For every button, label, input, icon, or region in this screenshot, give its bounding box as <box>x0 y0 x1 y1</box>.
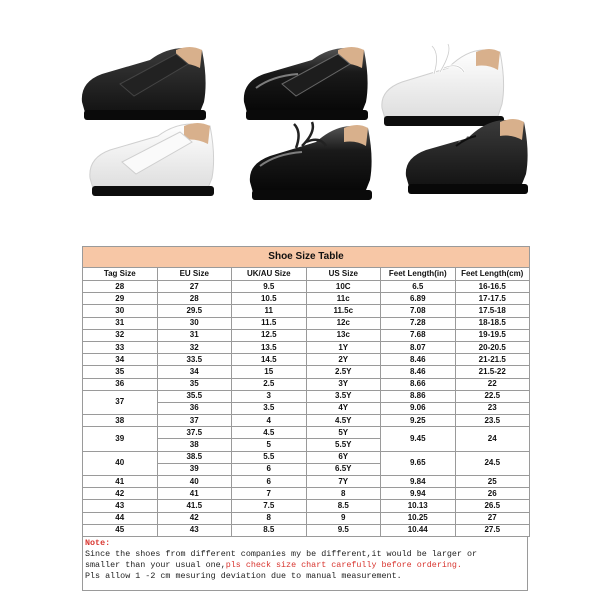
table-row <box>83 317 530 329</box>
feet-length-cm-cell: 22.5 <box>455 390 530 402</box>
table-row <box>83 293 530 305</box>
us-size-cell: 4.5Y <box>306 415 381 427</box>
feet-length-cm-cell: 21.5-22 <box>455 366 530 378</box>
feet-length-in-cell: 10.25 <box>381 512 456 524</box>
tag-size-cell: 41 <box>83 476 158 488</box>
feet-length-in-cell: 10.44 <box>381 524 456 536</box>
table-row <box>83 500 530 512</box>
feet-length-cm-cell: 24 <box>455 427 530 451</box>
feet-length-cm-cell: 17.5-18 <box>455 305 530 317</box>
feet-length-cm-cell: 26 <box>455 488 530 500</box>
uk-au-size-cell: 11 <box>232 305 307 317</box>
black-patent-velcro-shoe <box>244 47 368 120</box>
eu-size-cell: 34 <box>157 366 232 378</box>
us-size-cell: 11c <box>306 293 381 305</box>
header-us-size: US Size <box>306 268 381 281</box>
table-row <box>83 329 530 341</box>
table-header-row <box>83 268 530 281</box>
feet-length-cm-cell: 16-16.5 <box>455 281 530 293</box>
uk-au-size-cell: 14.5 <box>232 354 307 366</box>
us-size-cell: 3Y <box>306 378 381 390</box>
tag-size-cell: 31 <box>83 317 158 329</box>
tag-size-cell: 42 <box>83 488 158 500</box>
uk-au-size-cell: 7.5 <box>232 500 307 512</box>
tag-size-cell: 30 <box>83 305 158 317</box>
us-size-cell: 11.5c <box>306 305 381 317</box>
eu-size-cell: 42 <box>157 512 232 524</box>
eu-size-cell: 28 <box>157 293 232 305</box>
uk-au-size-cell: 13.5 <box>232 341 307 353</box>
table-row <box>83 476 530 488</box>
feet-length-cm-cell: 27 <box>455 512 530 524</box>
eu-size-cell: 38 <box>157 439 232 451</box>
feet-length-cm-cell: 21-21.5 <box>455 354 530 366</box>
feet-length-cm-cell: 23 <box>455 402 530 414</box>
tag-size-cell: 38 <box>83 415 158 427</box>
feet-length-in-cell: 10.13 <box>381 500 456 512</box>
tag-size-cell: 34 <box>83 354 158 366</box>
feet-length-in-cell: 8.46 <box>381 366 456 378</box>
uk-au-size-cell: 4.5 <box>232 427 307 439</box>
eu-size-cell: 31 <box>157 329 232 341</box>
us-size-cell: 8.5 <box>306 500 381 512</box>
us-size-cell: 8 <box>306 488 381 500</box>
us-size-cell: 2Y <box>306 354 381 366</box>
uk-au-size-cell: 4 <box>232 415 307 427</box>
size-note <box>82 537 528 591</box>
uk-au-size-cell: 15 <box>232 366 307 378</box>
eu-size-cell: 27 <box>157 281 232 293</box>
note-line-3: Pls allow 1 -2 cm mesuring deviation due to manual measurement. <box>85 571 402 581</box>
us-size-cell: 3.5Y <box>306 390 381 402</box>
table-row <box>83 512 530 524</box>
uk-au-size-cell: 8 <box>232 512 307 524</box>
black-matte-lace-up-shoe <box>406 119 528 194</box>
table-body <box>83 281 530 537</box>
feet-length-in-cell: 9.25 <box>381 415 456 427</box>
eu-size-cell: 38.5 <box>157 451 232 463</box>
table-row <box>83 366 530 378</box>
feet-length-cm-cell: 18-18.5 <box>455 317 530 329</box>
uk-au-size-cell: 8.5 <box>232 524 307 536</box>
black-matte-velcro-shoe <box>82 47 206 120</box>
uk-au-size-cell: 6 <box>232 476 307 488</box>
feet-length-in-cell: 6.5 <box>381 281 456 293</box>
white-patent-lace-up-shoe <box>382 44 504 126</box>
feet-length-in-cell: 6.89 <box>381 293 456 305</box>
us-size-cell: 7Y <box>306 476 381 488</box>
uk-au-size-cell: 7 <box>232 488 307 500</box>
table-row <box>83 390 530 402</box>
eu-size-cell: 35 <box>157 378 232 390</box>
table-row <box>83 488 530 500</box>
eu-size-cell: 35.5 <box>157 390 232 402</box>
feet-length-cm-cell: 27.5 <box>455 524 530 536</box>
tag-size-cell: 36 <box>83 378 158 390</box>
uk-au-size-cell: 3 <box>232 390 307 402</box>
table-title: Shoe Size Table <box>82 246 530 267</box>
note-title: Note: <box>85 538 111 548</box>
note-line-2-text: smaller than your usual one, <box>85 560 226 570</box>
uk-au-size-cell: 5 <box>232 439 307 451</box>
feet-length-cm-cell: 22 <box>455 378 530 390</box>
feet-length-cm-cell: 23.5 <box>455 415 530 427</box>
us-size-cell: 5Y <box>306 427 381 439</box>
tag-size-cell: 37 <box>83 390 158 414</box>
us-size-cell: 10C <box>306 281 381 293</box>
eu-size-cell: 30 <box>157 317 232 329</box>
us-size-cell: 6.5Y <box>306 463 381 475</box>
feet-length-in-cell: 9.06 <box>381 402 456 414</box>
table-row <box>83 415 530 427</box>
header-tag-size: Tag Size <box>83 268 158 281</box>
tag-size-cell: 44 <box>83 512 158 524</box>
feet-length-in-cell: 9.94 <box>381 488 456 500</box>
uk-au-size-cell: 9.5 <box>232 281 307 293</box>
feet-length-cm-cell: 17-17.5 <box>455 293 530 305</box>
product-photo <box>0 0 612 240</box>
tag-size-cell: 35 <box>83 366 158 378</box>
header-feet-length-cm: Feet Length(cm) <box>455 268 530 281</box>
us-size-cell: 13c <box>306 329 381 341</box>
table-row <box>83 451 530 463</box>
uk-au-size-cell: 10.5 <box>232 293 307 305</box>
eu-size-cell: 40 <box>157 476 232 488</box>
eu-size-cell: 41.5 <box>157 500 232 512</box>
eu-size-cell: 33.5 <box>157 354 232 366</box>
uk-au-size-cell: 5.5 <box>232 451 307 463</box>
table-row <box>83 305 530 317</box>
uk-au-size-cell: 12.5 <box>232 329 307 341</box>
table-row <box>83 378 530 390</box>
uk-au-size-cell: 2.5 <box>232 378 307 390</box>
header-feet-length-in: Feet Length(in) <box>381 268 456 281</box>
eu-size-cell: 39 <box>157 463 232 475</box>
feet-length-cm-cell: 20-20.5 <box>455 341 530 353</box>
feet-length-in-cell: 7.68 <box>381 329 456 341</box>
tag-size-cell: 33 <box>83 341 158 353</box>
feet-length-in-cell: 8.46 <box>381 354 456 366</box>
note-line-2 <box>85 560 525 571</box>
eu-size-cell: 37 <box>157 415 232 427</box>
feet-length-in-cell: 7.08 <box>381 305 456 317</box>
feet-length-cm-cell: 25 <box>455 476 530 488</box>
uk-au-size-cell: 6 <box>232 463 307 475</box>
table-row <box>83 281 530 293</box>
black-patent-lace-up-shoe <box>250 122 372 200</box>
tag-size-cell: 43 <box>83 500 158 512</box>
feet-length-in-cell: 9.45 <box>381 427 456 451</box>
feet-length-cm-cell: 24.5 <box>455 451 530 475</box>
feet-length-in-cell: 9.65 <box>381 451 456 475</box>
us-size-cell: 1Y <box>306 341 381 353</box>
tag-size-cell: 29 <box>83 293 158 305</box>
uk-au-size-cell: 3.5 <box>232 402 307 414</box>
table-row <box>83 524 530 536</box>
table-row <box>83 341 530 353</box>
table-row <box>83 427 530 439</box>
tag-size-cell: 28 <box>83 281 158 293</box>
eu-size-cell: 29.5 <box>157 305 232 317</box>
tag-size-cell: 40 <box>83 451 158 475</box>
shoe-size-table <box>82 246 530 537</box>
us-size-cell: 12c <box>306 317 381 329</box>
tag-size-cell: 39 <box>83 427 158 451</box>
uk-au-size-cell: 11.5 <box>232 317 307 329</box>
feet-length-in-cell: 8.86 <box>381 390 456 402</box>
eu-size-cell: 36 <box>157 402 232 414</box>
eu-size-cell: 37.5 <box>157 427 232 439</box>
header-eu-size: EU Size <box>157 268 232 281</box>
feet-length-in-cell: 9.84 <box>381 476 456 488</box>
eu-size-cell: 43 <box>157 524 232 536</box>
note-line-1: Since the shoes from different companies my be different,it would be larger or <box>85 549 478 559</box>
table-row <box>83 354 530 366</box>
header-uk-au-size: UK/AU Size <box>232 268 307 281</box>
feet-length-cm-cell: 26.5 <box>455 500 530 512</box>
eu-size-cell: 32 <box>157 341 232 353</box>
us-size-cell: 4Y <box>306 402 381 414</box>
us-size-cell: 9 <box>306 512 381 524</box>
note-warning-text: pls check size chart carefully before ordering. <box>225 560 462 570</box>
feet-length-in-cell: 8.66 <box>381 378 456 390</box>
feet-length-cm-cell: 19-19.5 <box>455 329 530 341</box>
feet-length-in-cell: 7.28 <box>381 317 456 329</box>
tag-size-cell: 32 <box>83 329 158 341</box>
us-size-cell: 2.5Y <box>306 366 381 378</box>
white-velcro-shoe <box>90 123 214 196</box>
us-size-cell: 6Y <box>306 451 381 463</box>
tag-size-cell: 45 <box>83 524 158 536</box>
eu-size-cell: 41 <box>157 488 232 500</box>
feet-length-in-cell: 8.07 <box>381 341 456 353</box>
us-size-cell: 5.5Y <box>306 439 381 451</box>
us-size-cell: 9.5 <box>306 524 381 536</box>
